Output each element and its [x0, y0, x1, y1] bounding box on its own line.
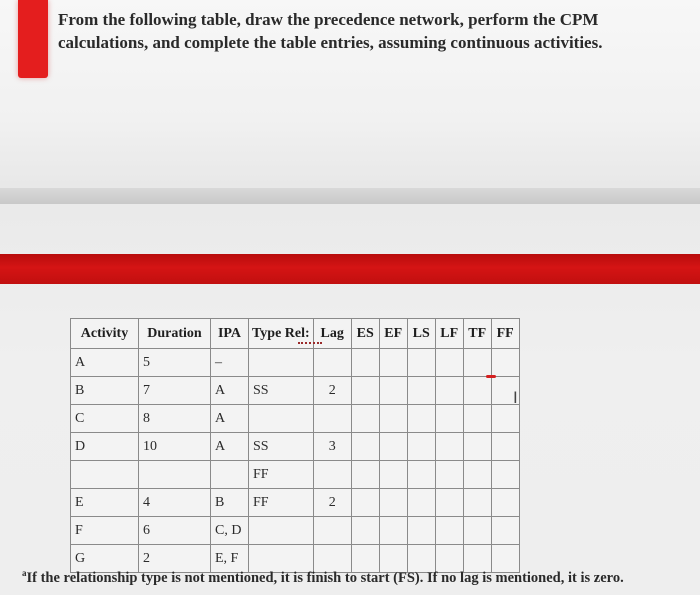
header-es: ES: [351, 319, 379, 349]
cell-type: [249, 349, 314, 377]
cell-ls[interactable]: [407, 433, 435, 461]
cell-tf[interactable]: [463, 349, 491, 377]
cell-ls[interactable]: [407, 517, 435, 545]
cell-lf[interactable]: [435, 489, 463, 517]
cell-ff[interactable]: [491, 489, 519, 517]
header-ls: LS: [407, 319, 435, 349]
cell-ff[interactable]: [491, 349, 519, 377]
cell-ipa: A: [211, 433, 249, 461]
cell-ipa: C, D: [211, 517, 249, 545]
cell-duration: 4: [139, 489, 211, 517]
cell-lf[interactable]: [435, 433, 463, 461]
spellcheck-underline: [298, 341, 322, 344]
cell-ff[interactable]: [491, 405, 519, 433]
header-lag: Lag: [313, 319, 351, 349]
cell-ls[interactable]: [407, 405, 435, 433]
cell-duration: [139, 461, 211, 489]
red-mark: [486, 375, 496, 378]
cell-es[interactable]: [351, 405, 379, 433]
cell-tf[interactable]: [463, 461, 491, 489]
cell-ipa: [211, 461, 249, 489]
cell-ff[interactable]: [491, 461, 519, 489]
cell-ls[interactable]: [407, 461, 435, 489]
cell-ef[interactable]: [379, 349, 407, 377]
header-ipa: IPA: [211, 319, 249, 349]
accent-bar: [18, 0, 48, 78]
cell-ef[interactable]: [379, 517, 407, 545]
header-type-rel: Type Rel:: [249, 319, 314, 349]
cell-duration: 2: [139, 545, 211, 573]
cell-lag: [313, 461, 351, 489]
table-row: [71, 489, 520, 517]
cell-lf[interactable]: [435, 349, 463, 377]
cell-lf[interactable]: [435, 517, 463, 545]
cell-activity: [71, 461, 139, 489]
header-tf: TF: [463, 319, 491, 349]
cell-duration: 8: [139, 405, 211, 433]
cell-ipa: B: [211, 489, 249, 517]
cell-lag: 2: [313, 377, 351, 405]
cell-es[interactable]: [351, 349, 379, 377]
cell-tf[interactable]: [463, 517, 491, 545]
cell-tf[interactable]: [463, 405, 491, 433]
cell-duration: 6: [139, 517, 211, 545]
cell-duration: 10: [139, 433, 211, 461]
footnote-text: If the relationship type is not mentioned, it is finish to start (FS). If no lag is mentioned, it is zero.: [26, 569, 624, 586]
red-band: [0, 254, 700, 284]
header-ff: FF: [491, 319, 519, 349]
cell-ipa: A: [211, 405, 249, 433]
cell-ef[interactable]: [379, 489, 407, 517]
cell-es[interactable]: [351, 433, 379, 461]
cpm-table: [70, 318, 520, 573]
cell-ls[interactable]: [407, 489, 435, 517]
table-row: [71, 349, 520, 377]
table-row: [71, 405, 520, 433]
cell-ef[interactable]: [379, 433, 407, 461]
cell-activity: E: [71, 489, 139, 517]
cell-lag: 3: [313, 433, 351, 461]
cell-lag: [313, 405, 351, 433]
cell-ff[interactable]: [491, 517, 519, 545]
cell-ipa: E, F: [211, 545, 249, 573]
cell-activity: C: [71, 405, 139, 433]
cell-activity: G: [71, 545, 139, 573]
table-row: [71, 461, 520, 489]
cell-duration: 5: [139, 349, 211, 377]
cell-es[interactable]: [351, 377, 379, 405]
table-row: [71, 377, 520, 405]
cell-ipa: A: [211, 377, 249, 405]
cell-activity: D: [71, 433, 139, 461]
cell-ls[interactable]: [407, 349, 435, 377]
header-activity: Activity: [71, 319, 139, 349]
table-row: [71, 433, 520, 461]
cell-lf[interactable]: [435, 405, 463, 433]
cell-lag: 2: [313, 489, 351, 517]
cell-type: FF: [249, 489, 314, 517]
cell-type: FF: [249, 461, 314, 489]
cell-tf[interactable]: [463, 433, 491, 461]
question-text: From the following table, draw the precedence network, perform the CPM calculations, and complete the table entries, assuming continuous activities.: [58, 10, 603, 52]
cell-ef[interactable]: [379, 405, 407, 433]
header-duration: Duration: [139, 319, 211, 349]
footnote: [22, 568, 692, 587]
cell-es[interactable]: [351, 517, 379, 545]
cell-tf[interactable]: [463, 377, 491, 405]
cell-lf[interactable]: [435, 461, 463, 489]
cell-ef[interactable]: [379, 461, 407, 489]
cell-ls[interactable]: [407, 377, 435, 405]
cell-ff[interactable]: [491, 433, 519, 461]
cell-type: [249, 517, 314, 545]
cell-activity: A: [71, 349, 139, 377]
table-row: [71, 517, 520, 545]
cell-type: SS: [249, 433, 314, 461]
cell-es[interactable]: [351, 489, 379, 517]
cell-tf[interactable]: [463, 489, 491, 517]
cell-lf[interactable]: [435, 377, 463, 405]
divider-strip: [0, 188, 700, 204]
table-header-row: [71, 319, 520, 349]
cell-type: [249, 405, 314, 433]
cell-ipa: –: [211, 349, 249, 377]
cell-activity: F: [71, 517, 139, 545]
cell-activity: B: [71, 377, 139, 405]
cell-lag: [313, 349, 351, 377]
cell-es[interactable]: [351, 461, 379, 489]
header-lf: LF: [435, 319, 463, 349]
header-ef: EF: [379, 319, 407, 349]
cell-ef[interactable]: [379, 377, 407, 405]
cell-lag: [313, 517, 351, 545]
footnote-marker: a: [22, 568, 27, 578]
cell-duration: 7: [139, 377, 211, 405]
text-cursor-icon: I: [513, 388, 518, 407]
cell-type: SS: [249, 377, 314, 405]
